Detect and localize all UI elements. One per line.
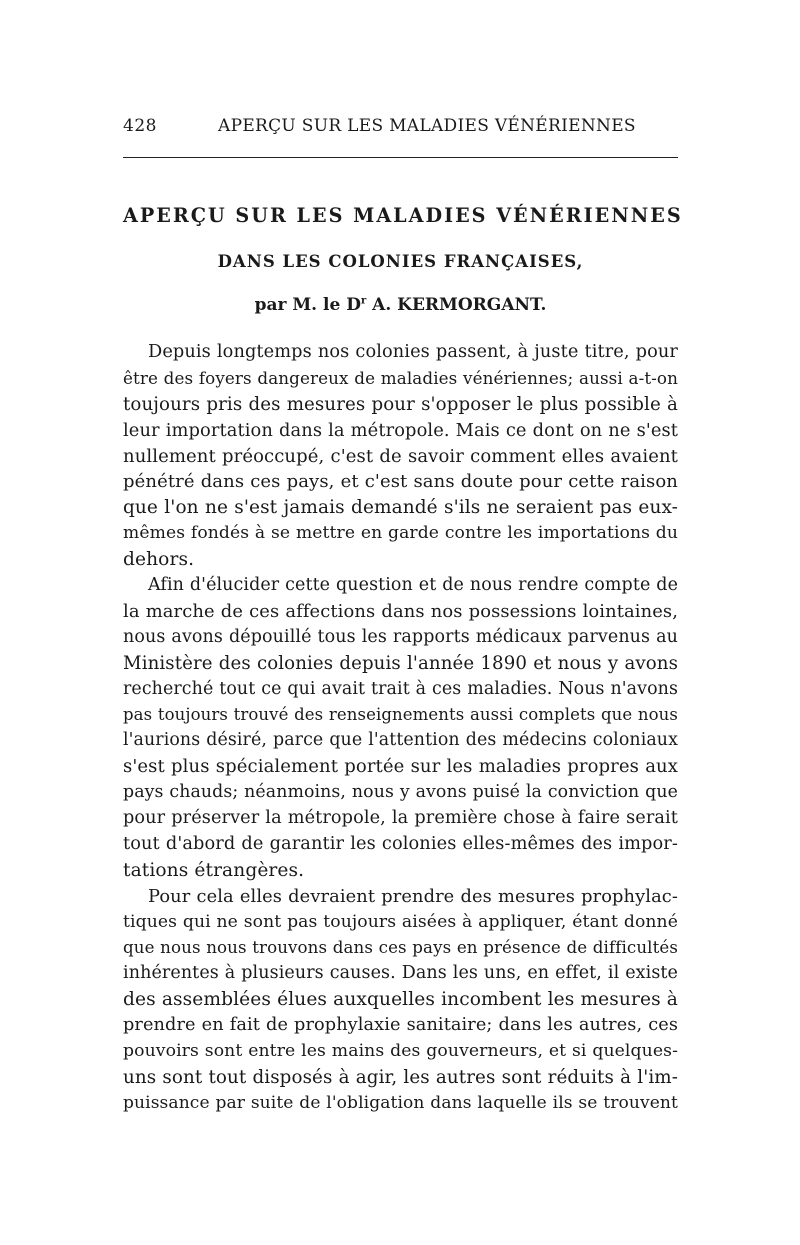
text-line: tiques qui ne sont pas toujours aisées à appliquer, étant donné bbox=[123, 911, 678, 932]
text-line: recherché tout ce qui avait trait à ces maladies. Nous n'avons bbox=[123, 678, 678, 699]
text-line: tout d'abord de garantir les colonies elles-mêmes des impor- bbox=[123, 833, 678, 854]
body-text bbox=[123, 340, 678, 1117]
text-line: pénétré dans ces pays, et c'est sans doute pour cette raison bbox=[123, 471, 678, 493]
text-line: la marche de ces affections dans nos possessions lointaines, bbox=[123, 600, 678, 622]
running-title: APERÇU SUR LES MALADIES VÉNÉRIENNES bbox=[218, 116, 636, 136]
running-head bbox=[123, 116, 678, 146]
text-line: nous avons dépouillé tous les rapports médicaux parvenus au bbox=[123, 626, 678, 647]
text-line: être des foyers dangereux de maladies vénériennes; aussi a-t-on bbox=[123, 367, 678, 388]
author-name: A. KERMORGANT. bbox=[366, 295, 547, 315]
text-line: leur importation dans la métropole. Mais ce dont on ne s'est bbox=[123, 419, 678, 441]
text-line: uns sont tout disposés à agir, les autres sont réduits à l'im- bbox=[123, 1066, 678, 1088]
text-line: Ministère des colonies depuis l'année 1890 et nous y avons bbox=[123, 652, 678, 674]
text-line: nullement préoccupé, c'est de savoir comment elles avaient bbox=[123, 445, 678, 467]
article-author bbox=[123, 295, 678, 315]
text-line: Pour cela elles devraient prendre des mesures prophylac- bbox=[148, 885, 678, 907]
text-line: des assemblées élues auxquelles incombent les mesures à bbox=[123, 989, 678, 1011]
text-line: que nous nous trouvons dans ces pays en présence de difficultés bbox=[123, 938, 678, 958]
article-subtitle: DANS LES COLONIES FRANÇAISES, bbox=[217, 252, 584, 271]
header-rule bbox=[123, 157, 678, 158]
text-line: toujours pris des mesures pour s'opposer le plus possible à bbox=[123, 393, 678, 415]
text-line: prendre en fait de prophylaxie sanitaire; dans les autres, ces bbox=[123, 1015, 678, 1036]
text-line: pour préserver la métropole, la première chose à faire serait bbox=[123, 808, 678, 829]
page-number: 428 bbox=[123, 116, 157, 136]
text-line: Depuis longtemps nos colonies passent, à juste titre, pour bbox=[148, 342, 678, 362]
text-line: puissance par suite de l'obligation dans laquelle ils se trouvent bbox=[123, 1092, 678, 1113]
text-line: mêmes fondés à se mettre en garde contre les importations du bbox=[123, 523, 678, 544]
text-line: tations étrangères. bbox=[123, 859, 305, 881]
article-title: APERÇU SUR LES MALADIES VÉNÉRIENNES bbox=[123, 204, 683, 227]
text-line: l'aurions désiré, parce que l'attention des médecins coloniaux bbox=[123, 730, 678, 751]
text-line: pas toujours trouvé des renseignements aussi complets que nous bbox=[123, 705, 678, 725]
text-line: s'est plus spécialement portée sur les maladies propres aux bbox=[123, 756, 678, 778]
text-line: dehors. bbox=[123, 549, 195, 571]
text-line: Afin d'élucider cette question et de nous rendre compte de bbox=[148, 575, 678, 596]
text-line: inhérentes à plusieurs causes. Dans les uns, en effet, il existe bbox=[123, 963, 678, 984]
text-line: pouvoirs sont entre les mains des gouverneurs, et si quelques- bbox=[123, 1041, 678, 1062]
author-prefix: par M. le D bbox=[254, 295, 361, 315]
text-line: pays chauds; néanmoins, nous y avons puisé la conviction que bbox=[123, 782, 678, 803]
author-sup: r bbox=[360, 295, 367, 307]
text-line: que l'on ne s'est jamais demandé s'ils ne seraient pas eux- bbox=[123, 497, 678, 519]
